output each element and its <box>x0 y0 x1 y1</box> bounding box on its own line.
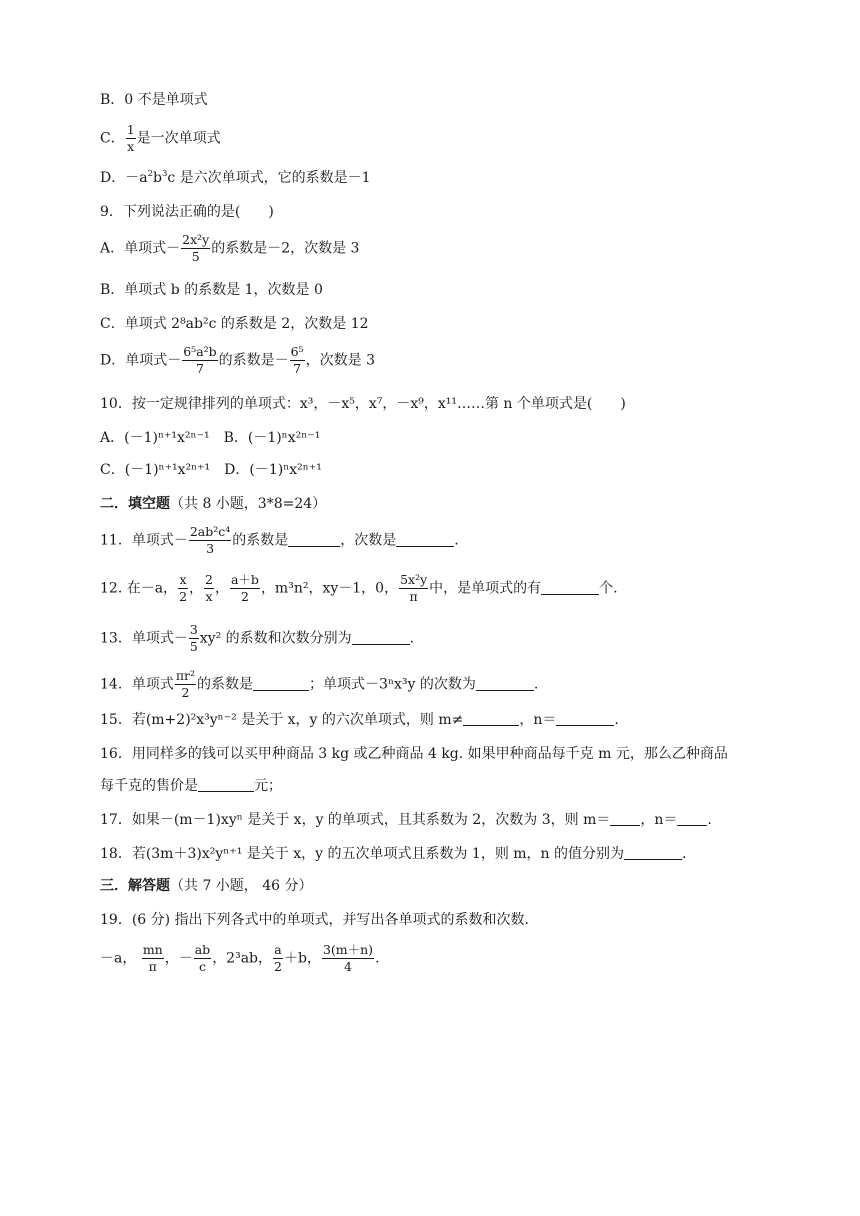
fraction: $\frac{ab}{c}$ <box>194 942 211 974</box>
fraction: $\frac{3}{5}$ <box>189 622 198 654</box>
answer-blank <box>624 845 682 860</box>
q8-option-c: C． $\frac{1}{x}$ 是一次单项式 <box>100 122 221 154</box>
q13: 13．单项式－ $\frac{3}{5}$ xy² 的系数和次数分别为 . <box>100 622 415 654</box>
fraction: $\frac{\text{πr²}}{2}$ <box>175 668 196 700</box>
q17: 17．如果－(m－1)xyⁿ 是关于 x，y 的单项式，且其系数为 2，次数为 3，则 m＝ ，n＝ . <box>100 812 712 828</box>
answer-blank <box>541 580 599 595</box>
section-2-heading: 二．填空题（共 8 小题，3*8=24） <box>100 496 327 512</box>
fraction: $\frac{\text{6⁵a²b}}{7}$ <box>183 344 217 376</box>
fraction: $\frac{a}{2}$ <box>274 942 282 974</box>
q19-stem: 19．(6 分) 指出下列各式中的单项式，并写出各单项式的系数和次数. <box>100 912 529 928</box>
q15: 15．若(m+2)²x³yⁿ⁻² 是关于 x，y 的六次单项式，则 m≠ ，n＝ . <box>100 712 619 728</box>
fraction: $\frac{x}{2}$ <box>179 572 188 604</box>
q9-stem: 9．下列说法正确的是( ) <box>100 204 274 220</box>
q9-option-a: A．单项式－ $\frac{\text{2x²y}}{5}$ 的系数是－2，次数是 3 <box>100 232 360 264</box>
q10-options-cd: C．(－1)ⁿ⁺¹x²ⁿ⁺¹ D．(－1)ⁿx²ⁿ⁺¹ <box>100 462 322 478</box>
q16-line-1: 16．用同样多的钱可以买甲种商品 3 kg 或乙种商品 4 kg. 如果甲种商品每千克 m 元，那么乙种商品 <box>100 746 728 762</box>
fraction: $\frac{a+b}{2}$ <box>230 572 259 604</box>
fraction: $\frac{\text{6⁵}}{7}$ <box>290 344 304 376</box>
q18: 18．若(3m＋3)x²yⁿ⁺¹ 是关于 x，y 的五次单项式且系数为 1，则 m，n 的值分别为 . <box>100 846 687 862</box>
answer-blank <box>396 532 454 547</box>
answer-blank <box>556 711 614 726</box>
q8-option-d: D．$-a^2b^3c$ 是六次单项式，它的系数是－1 <box>100 169 371 186</box>
q10-options-ab: A．(－1)ⁿ⁺¹x²ⁿ⁻¹ B．(－1)ⁿx²ⁿ⁻¹ <box>100 430 321 446</box>
answer-blank <box>253 676 309 691</box>
q12: 12. 在－a， $\frac{x}{2}$ ， $\frac{2}{x}$ ， $\frac{a+b}{2}$ ，m³n²，xy－1，0， $\frac{\text{5x²y}}{\pi}$ 中，是单项式的有 个. <box>100 572 618 604</box>
fraction: $\frac{mn}{\pi}$ <box>142 942 163 974</box>
q16-line-2: 每千克的售价是 元； <box>100 778 282 794</box>
q11: 11．单项式－ $\frac{\text{2ab²c⁴}}{3}$ 的系数是 ，次数是 . <box>100 524 459 556</box>
q9-option-b: B．单项式 b 的系数是 1，次数是 0 <box>100 282 323 298</box>
fraction: $\frac{\text{2ab²c⁴}}{3}$ <box>189 524 231 556</box>
q19-expressions: －a， $\frac{mn}{\pi}$ ，－ $\frac{ab}{c}$ ，2³ab， $\frac{a}{2}$ ＋b， $\frac{3(m+n)}{4}$ . <box>100 942 380 974</box>
fraction: $\frac{1}{x}$ <box>126 122 135 154</box>
q9-option-d: D．单项式－ $\frac{\text{6⁵a²b}}{7}$ 的系数是－ $\frac{\text{6⁵}}{7}$ ，次数是 3 <box>100 344 375 376</box>
fraction: $\frac{3(m+n)}{4}$ <box>322 942 374 974</box>
answer-blank <box>463 711 519 726</box>
fraction: $\frac{\text{2x²y}}{5}$ <box>182 232 210 264</box>
answer-blank <box>352 630 410 645</box>
q10-stem: 10．按一定规律排列的单项式：x³，－x⁵，x⁷，－x⁹，x¹¹……第 n 个单项式是( ) <box>100 396 626 412</box>
q8-option-b: B．0 不是单项式 <box>100 92 208 108</box>
answer-blank <box>677 811 707 826</box>
q9-option-c: C．单项式 2⁸ab²c 的系数是 2，次数是 12 <box>100 316 369 332</box>
fraction: $\frac{2}{x}$ <box>205 572 213 604</box>
answer-blank <box>610 811 640 826</box>
fraction: $\frac{\text{5x²y}}{\pi}$ <box>400 572 428 604</box>
section-3-heading: 三．解答题（共 7 小题， 46 分） <box>100 878 313 894</box>
answer-blank <box>198 777 254 792</box>
answer-blank <box>288 532 340 547</box>
answer-blank <box>476 676 534 691</box>
q14: 14．单项式 $\frac{\text{πr²}}{2}$ 的系数是 ；单项式－3ⁿx³y 的次数为 . <box>100 668 539 700</box>
